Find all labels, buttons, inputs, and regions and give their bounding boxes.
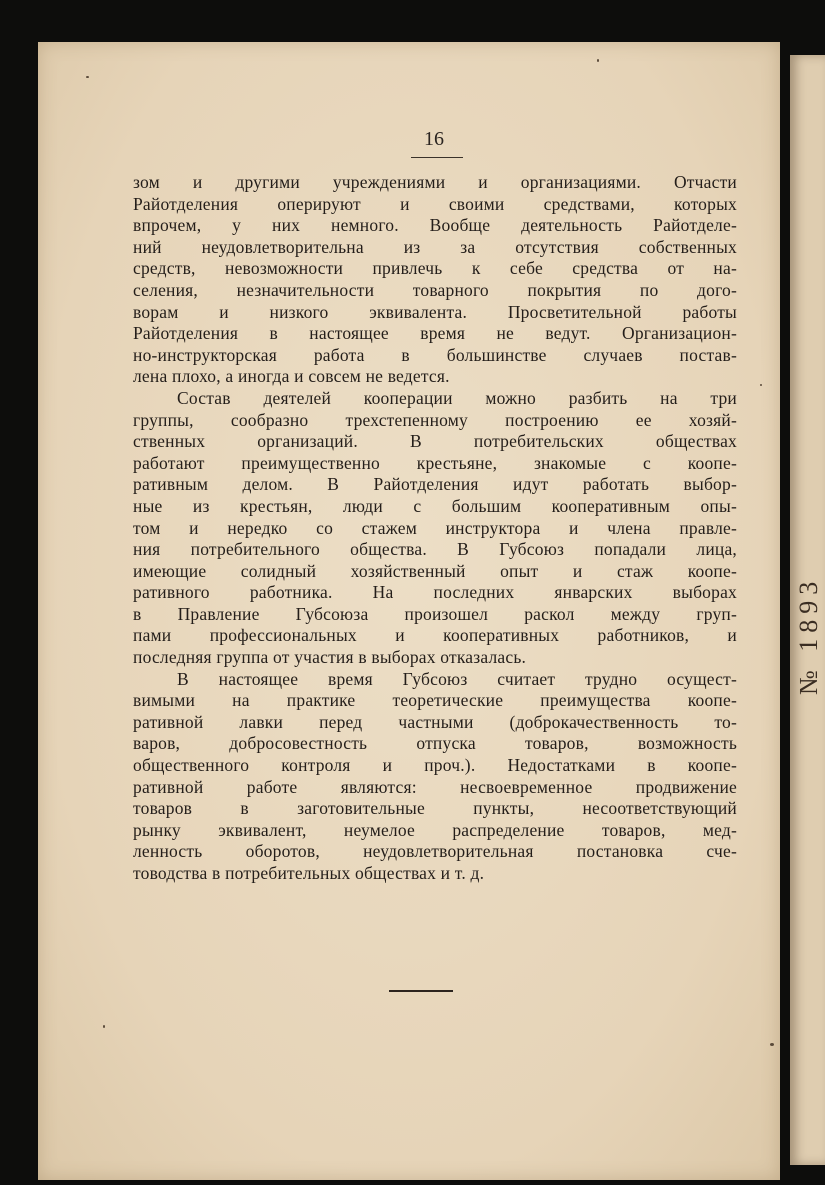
text-line: варов, добросовестность отпуска товаров, возможность <box>133 733 737 754</box>
text-line: пами профессиональных и кооперативных работников, и <box>133 625 737 646</box>
text-line: ные из крестьян, люди с большим кооперативным опы- <box>133 495 737 516</box>
text-line: последняя группа от участия в выборах отказалась. <box>133 647 527 668</box>
text-line: в Правление Губсоюза произошел раскол между груп- <box>133 603 737 624</box>
text-line: общественного контроля и проч.). Недостатками в коопе- <box>133 755 737 776</box>
page-number: 16 <box>424 128 444 150</box>
text-line: В настоящее время Губсоюз считает трудно осущест- <box>177 668 737 689</box>
text-line: том и нередко со стажем инструктора и члена правле- <box>133 517 737 538</box>
text-line: ворам и низкого эквивалента. Просветительной работы <box>133 301 737 322</box>
text-line: зом и другими учреждениями и организациями. Отчасти <box>133 172 737 192</box>
text-line: Состав деятелей кооперации можно разбить на три <box>177 387 737 408</box>
paper-speck <box>86 76 89 78</box>
text-line: товодства в потребительных обществах и т. д. <box>133 863 485 883</box>
body-text <box>133 172 737 885</box>
text-line: группы, сообразно трехстепенному построению ее хозяй- <box>133 409 737 430</box>
text-line: лена плохо, а иногда и совсем не ведется. <box>133 366 450 387</box>
text-line: но-инструкторская работа в большинстве случаев постав- <box>133 344 737 365</box>
paper-speck <box>597 59 599 62</box>
text-line: имеющие солидный хозяйственный опыт и стаж коопе- <box>133 560 737 581</box>
paper-speck <box>760 384 762 386</box>
text-line: товаров в заготовительные пункты, несоответствующий <box>133 798 737 819</box>
text-line: средств, невозможности привлечь к себе средства от на- <box>133 258 737 279</box>
text-line: вимыми на практике теоретические преимущества коопе- <box>133 690 737 711</box>
text-line: ленность оборотов, неудовлетворительная постановка сче- <box>133 841 737 862</box>
end-rule <box>389 990 453 992</box>
text-line: селения, незначительности товарного покрытия по дого- <box>133 279 737 300</box>
text-line: ративной работе являются: несвоевременное продвижение <box>133 776 737 797</box>
page-number-rule <box>411 157 463 158</box>
text-line: работают преимущественно крестьяне, знакомые с коопе- <box>133 452 737 473</box>
paper-speck <box>103 1025 105 1028</box>
paper-speck <box>770 1043 774 1046</box>
text-line: рынку эквивалент, неумелое распределение товаров, мед- <box>133 819 737 840</box>
margin-note: № 1893 <box>794 575 823 695</box>
text-line: Райотделения в настоящее время не ведут. Организацион- <box>133 323 737 344</box>
text-line: ния потребительного общества. В Губсоюз попадали лица, <box>133 539 737 560</box>
text-line: ний неудовлетворительна из за отсутствия собственных <box>133 236 737 257</box>
text-line: Райотделения оперируют и своими средствами, которых <box>133 193 737 214</box>
text-line: ративным делом. В Райотделения идут работать выбор- <box>133 474 737 495</box>
adjacent-page-edge <box>790 55 825 1165</box>
text-line: ративной лавки перед частными (доброкачественность то- <box>133 711 737 732</box>
text-line: ративного работника. На последних январских выборах <box>133 582 737 603</box>
text-line: впрочем, у них немного. Вообще деятельность Райотделе- <box>133 215 737 236</box>
text-line: ственных организаций. В потребительских обществах <box>133 431 737 452</box>
